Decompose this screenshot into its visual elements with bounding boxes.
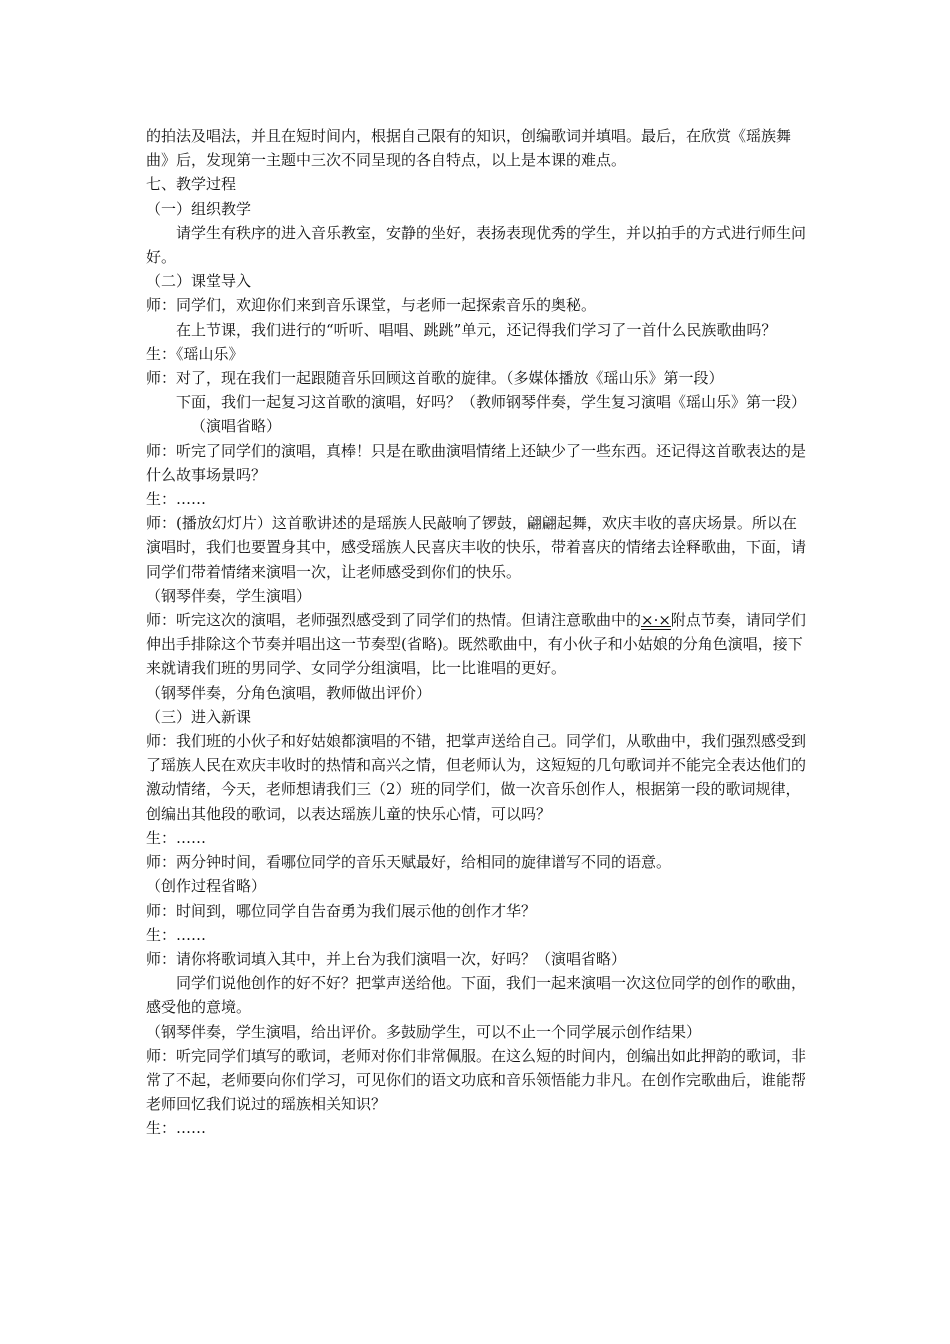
paragraph-creation-omitted: （创作过程省略） [146, 877, 267, 896]
heading-introduction: （二）课堂导入 [146, 272, 252, 291]
paragraph-teacher-review: 师：对了，现在我们一起跟随音乐回顾这首歌的旋律。（多媒体播放《瑶山乐》第一段） [146, 369, 724, 388]
paragraph-two-minutes: 师：两分钟时间，看哪位同学的音乐天赋最好，给相同的旋律谱写不同的语意。 [146, 853, 672, 872]
paragraph-student-answer-2: 生：…… [146, 490, 207, 509]
paragraph-time-up: 师：时间到，哪位同学自告奋勇为我们展示他的创作才华？ [146, 901, 537, 920]
paragraph-student-answer-3: 生：…… [146, 828, 207, 847]
paragraph-creation-intro: 师：我们班的小伙子和好姑娘都演唱的不错，把掌声送给自己。同学们，从歌曲中，我们强烈感受到了瑶族人民在欢庆丰收时的热情和高兴之情，但老师认为，这短短的几句歌词并不能完全表达他们的激动情绪，今天，老师想请我们三（2）班的同学们，做一次音乐创作人，根据第一段的歌词规律，创编出其他段的歌词，以表达瑶族儿童的快乐心情，可以吗？ [146, 732, 807, 823]
heading-organize: （一）组织教学 [146, 199, 252, 218]
dotted-rhythm-notation: ×·× [641, 611, 671, 630]
paragraph-teacher-praise: 师：听完同学们填写的歌词，老师对你们非常佩服。在这么短的时间内，创编出如此押韵的歌词，非常了不起，老师要向你们学习，可见你们的语文功底和音乐领悟能力非凡。在创作完歌曲后，谁能帮老师回忆我们说过的瑶族相关知识？ [146, 1046, 807, 1114]
rhythm-text-start: 师：听完这次的演唱，老师强烈感受到了同学们的热情。但请注意歌曲中的 [146, 611, 642, 630]
paragraph-rhythm [146, 608, 810, 681]
paragraph-piano-3: （钢琴伴奏，学生演唱，给出评价。多鼓励学生，可以不止一个同学展示创作结果） [146, 1022, 702, 1041]
paragraph-slides: 师：(播放幻灯片）这首歌讲述的是瑶族人民敲响了锣鼓，翩翩起舞，欢庆丰收的喜庆场景。所以在演唱时，我们也要置身其中，感受瑶族人民喜庆丰收的快乐，带着喜庆的情绪去诠释歌曲，下面，请同学们带着情绪来演唱一次，让老师感受到你们的快乐。 [146, 514, 807, 581]
paragraph-last-lesson: 在上节课，我们进行的“听听、唱唱、跳跳”单元，还记得我们学习了一首什么民族歌曲吗？ [176, 320, 777, 339]
paragraph-piano-1: （钢琴伴奏，学生演唱） [146, 586, 312, 605]
paragraph-organize: 请学生有秩序的进入音乐教室，安静的坐好，表扬表现优秀的学生，并以拍手的方式进行师生问好。 [146, 223, 807, 267]
paragraph-difficulty: 的拍法及唱法，并且在短时间内，根据自己限有的知识，创编歌词并填唱。最后，在欣赏《瑶族舞曲》后，发现第一主题中三次不同呈现的各自特点，以上是本课的难点。 [146, 127, 792, 170]
paragraph-applause: 同学们说他创作的好不好？把掌声送给他。下面，我们一起来演唱一次这位同学的创作的歌曲，感受他的意境。 [146, 974, 807, 1017]
paragraph-student-answer-5: 生：…… [146, 1119, 207, 1138]
paragraph-singing-omitted: （演唱省略） [191, 417, 282, 436]
paragraph-student-answer-1: 生：《瑶山乐》 [146, 344, 244, 363]
paragraph-student-answer-4: 生：…… [146, 925, 207, 944]
paragraph-piano-2: （钢琴伴奏，分角色演唱，教师做出评价） [146, 683, 432, 702]
document-body [146, 124, 810, 1141]
heading-teaching-process: 七、教学过程 [146, 175, 237, 194]
paragraph-teacher-welcome: 师：同学们，欢迎你们来到音乐课堂，与老师一起探索音乐的奥秘。 [146, 296, 597, 315]
heading-new-lesson: （三）进入新课 [146, 707, 252, 726]
paragraph-teacher-comment: 师：听完了同学们的演唱，真棒！只是在歌曲演唱情绪上还缺少了一些东西。还记得这首歌表达的是什么故事场景吗？ [146, 441, 807, 484]
paragraph-review-singing: 下面，我们一起复习这首歌的演唱，好吗？（教师钢琴伴奏，学生复习演唱《瑶山乐》第一段） [176, 393, 807, 412]
paragraph-fill-lyrics: 师：请你将歌词填入其中，并上台为我们演唱一次，好吗？（演唱省略） [146, 949, 627, 968]
rhythm-text-end: 附点节奏，请同学们伸出手排除这个节奏并唱出这一节奏型(省略)。既然歌曲中，有小伙子和小姑娘的分角色演唱，接下来就请我们班的男同学、女同学分组演唱，比一比谁唱的更好。 [146, 611, 806, 678]
